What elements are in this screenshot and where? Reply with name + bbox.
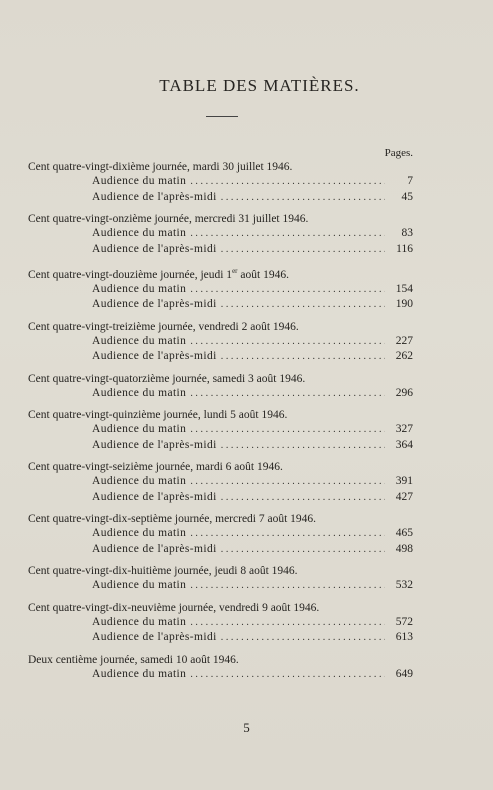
session-page-number: 649: [395, 667, 413, 680]
session-label: Audience de l'après-midi: [92, 631, 217, 644]
session-page-number: 296: [395, 386, 413, 399]
session-page-number: 7: [407, 175, 413, 187]
title-divider: [206, 116, 238, 117]
leader-dots: [221, 631, 385, 646]
session-label: Audience du matin: [92, 475, 187, 488]
toc-entry: [28, 372, 413, 402]
session-page-number: 83: [401, 227, 413, 239]
leader-dots: [190, 335, 385, 350]
session-page-number: 613: [395, 631, 413, 644]
toc-day-heading: Deux centième journée, samedi 10 août 1946.: [28, 653, 239, 666]
toc-session-row: [28, 615, 413, 631]
session-label: Audience du matin: [92, 579, 187, 592]
session-label: Audience du matin: [92, 386, 187, 399]
leader-dots: [190, 283, 385, 298]
session-label: Audience de l'après-midi: [92, 438, 217, 451]
toc-session-row: [28, 630, 413, 646]
leader-dots: [221, 439, 385, 454]
toc-day-heading: Cent quatre-vingt-dix-huitième journée, jeudi 8 août 1946.: [28, 565, 298, 578]
leader-dots: [190, 175, 385, 190]
toc-session-row: [28, 490, 413, 506]
session-page-number: 498: [395, 542, 413, 555]
session-label: Audience du matin: [92, 175, 187, 187]
leader-dots: [190, 527, 385, 542]
session-label: Audience du matin: [92, 527, 187, 540]
toc-session-row: [28, 190, 413, 206]
toc-day-heading: Cent quatre-vingt-quinzième journée, lundi 5 août 1946.: [28, 409, 288, 422]
session-page-number: 154: [395, 282, 413, 295]
toc-day-heading: Cent quatre-vingt-onzième journée, mercredi 31 juillet 1946.: [28, 213, 309, 225]
session-label: Audience du matin: [92, 615, 187, 628]
leader-dots: [221, 350, 385, 365]
toc-day-heading: Cent quatre-vingt-dix-neuvième journée, vendredi 9 août 1946.: [28, 601, 320, 614]
toc-entry: [28, 212, 413, 257]
session-page-number: 116: [396, 242, 413, 255]
toc-entry: [28, 408, 413, 453]
session-page-number: 45: [401, 190, 413, 203]
session-page-number: 532: [395, 579, 413, 592]
table-of-contents: [28, 160, 413, 689]
leader-dots: [221, 243, 385, 258]
session-label: Audience de l'après-midi: [92, 542, 217, 555]
session-page-number: 391: [395, 475, 413, 488]
page-title: TABLE DES MATIÈRES.: [159, 76, 360, 95]
toc-entry: [28, 653, 413, 683]
toc-session-row: [28, 242, 413, 258]
toc-session-row: [28, 226, 413, 242]
toc-entry: [28, 320, 413, 365]
session-page-number: 327: [395, 423, 413, 436]
toc-session-row: [28, 438, 413, 454]
session-page-number: 364: [395, 438, 413, 451]
session-page-number: 572: [395, 615, 413, 628]
leader-dots: [190, 387, 385, 402]
session-label: Audience du matin: [92, 667, 187, 680]
session-label: Audience de l'après-midi: [92, 350, 217, 363]
session-label: Audience de l'après-midi: [92, 298, 217, 311]
toc-session-row: [28, 667, 413, 683]
toc-entry: [28, 601, 413, 646]
leader-dots: [190, 579, 385, 594]
toc-session-row: [28, 349, 413, 365]
toc-day-heading: Cent quatre-vingt-treizième journée, vendredi 2 août 1946.: [28, 320, 299, 333]
leader-dots: [190, 616, 385, 631]
toc-day-heading: Cent quatre-vingt-quatorzième journée, samedi 3 août 1946.: [28, 372, 306, 385]
session-label: Audience du matin: [92, 334, 187, 347]
leader-dots: [190, 227, 385, 242]
leader-dots: [221, 191, 385, 206]
toc-session-row: [28, 174, 413, 190]
session-page-number: 465: [395, 527, 413, 540]
toc-entry: [28, 512, 413, 557]
session-label: Audience de l'après-midi: [92, 190, 217, 203]
toc-session-row: [28, 578, 413, 594]
leader-dots: [190, 475, 385, 490]
toc-entry: [28, 264, 413, 313]
toc-session-row: [28, 297, 413, 313]
session-label: Audience de l'après-midi: [92, 242, 217, 255]
leader-dots: [190, 668, 385, 683]
toc-session-row: [28, 386, 413, 402]
session-label: Audience du matin: [92, 227, 187, 239]
toc-day-heading: Cent quatre-vingt-dixième journée, mardi 30 juillet 1946.: [28, 161, 293, 173]
toc-session-row: [28, 422, 413, 438]
toc-entry: [28, 564, 413, 594]
pages-column-header: Pages.: [384, 147, 413, 159]
leader-dots: [190, 423, 385, 438]
session-label: Audience du matin: [92, 423, 187, 436]
toc-session-row: [28, 282, 413, 298]
toc-entry: [28, 460, 413, 505]
session-page-number: 262: [395, 350, 413, 363]
toc-session-row: [28, 474, 413, 490]
session-label: Audience du matin: [92, 282, 187, 295]
leader-dots: [221, 543, 385, 558]
toc-entry: [28, 160, 413, 205]
toc-day-heading: Cent quatre-vingt-seizième journée, mardi 6 août 1946.: [28, 461, 283, 474]
session-page-number: 227: [395, 334, 413, 347]
toc-day-heading: Cent quatre-vingt-dix-septième journée, mercredi 7 août 1946.: [28, 513, 317, 526]
leader-dots: [221, 491, 385, 506]
session-label: Audience de l'après-midi: [92, 490, 217, 503]
session-page-number: 190: [395, 298, 413, 311]
leader-dots: [221, 298, 385, 313]
session-page-number: 427: [395, 490, 413, 503]
toc-session-row: [28, 542, 413, 558]
toc-day-heading: Cent quatre-vingt-douzième journée, jeudi 1er août 1946.: [28, 267, 289, 281]
toc-session-row: [28, 334, 413, 350]
page-number: 5: [243, 720, 250, 735]
toc-session-row: [28, 526, 413, 542]
